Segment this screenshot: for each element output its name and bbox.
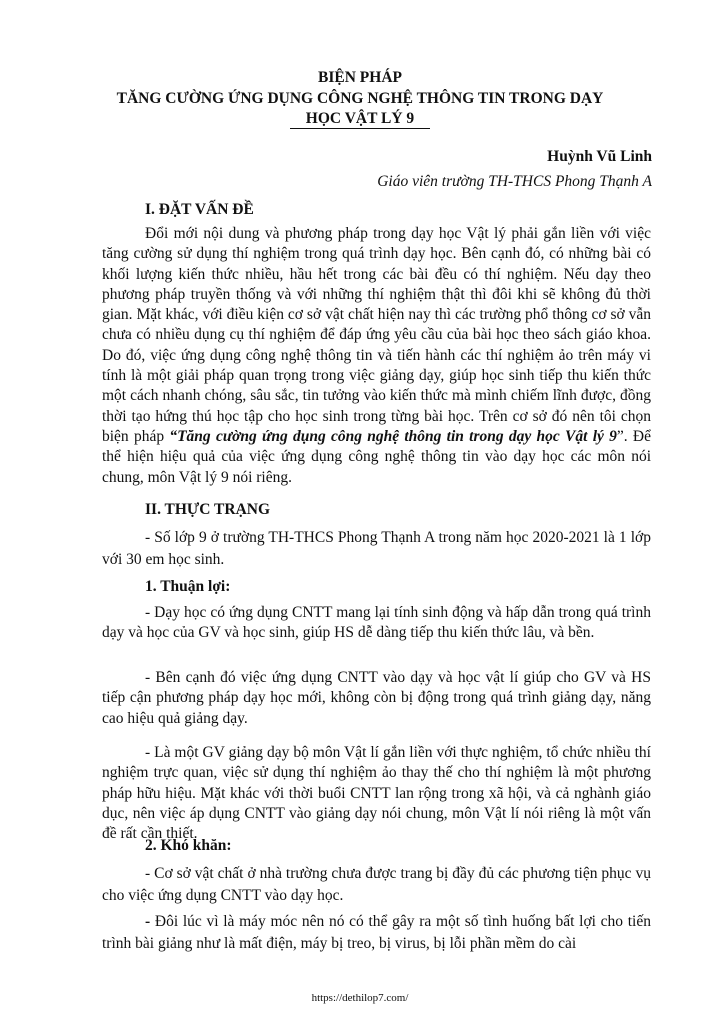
subsection-heading-difficulties: 2. Khó khăn:	[145, 837, 232, 854]
section-heading-1: I. ĐẶT VẤN ĐỀ	[145, 201, 254, 218]
difficulty-item-2	[102, 911, 651, 955]
section-heading-2: II. THỰC TRẠNG	[145, 501, 271, 518]
doc-title-line-2: TĂNG CƯỜNG ỨNG DỤNG CÔNG NGHỆ THÔNG TIN TRONG DẠY	[116, 90, 604, 107]
difficulty-item-1: - Cơ sở vật chất ở nhà trường chưa được trang bị đầy đủ các phương tiện phục vụ cho việc ứng dụng CNTT vào dạy học.	[102, 865, 651, 904]
author-name: Huỳnh Vũ Linh	[547, 148, 652, 165]
doc-title-line-3-text: HỌC VẬT LÝ 9	[290, 110, 430, 129]
doc-title-line-3	[0, 109, 720, 129]
advantage-item-2: - Bên cạnh đó việc ứng dụng CNTT vào dạy và học vật lí giúp cho GV và HS tiếp cận phương pháp dạy học mới, không còn bị động trong quá trình giảng dạy, năng cao hiệu quả giảng dạy.	[102, 669, 651, 727]
difficulty-item-2-text: Đôi lúc vì là máy móc nên nó có thể gây ra một số tình huống bất lợi cho tiến trình bài giảng như là mất điện, máy bị treo, bị virus, bị lỗi phần mềm do cài	[102, 913, 651, 952]
author-role: Giáo viên trường TH-THCS Phong Thạnh A	[377, 173, 652, 190]
section-2-intro: - Số lớp 9 ở trường TH-THCS Phong Thạnh A trong năm học 2020-2021 là 1 lớp với 30 em học sinh.	[102, 529, 651, 568]
section-1-paragraph-text: Đổi mới nội dung và phương pháp trong dạy học Vật lý phải gắn liền với việc tăng cường sử dụng thí nghiệm trong quá trình dạy học. Bên cạnh đó, có những bài có khối lượng kiến thức nhiều, hầu hết trong các bài đều có thí nghiệm. Nếu dạy theo phương pháp truyền thống và với những thí nghiệm thật thì đôi khi sẽ không đủ thời gian. Mặt khác, với điều kiện cơ sở vật chất hiện nay thì các trường phổ thông cơ sở vẫn chưa có nhiều dụng cụ thí nghiệm để đáp ứng yêu cầu của bài học theo sách giáo khoa. Do đó, việc ứng dụng công nghệ thông tin và tiến hành các thí nghiệm ảo trên máy vi tính là một giải pháp quan trọng trong việc giảng dạy, giúp học sinh tiếp thu kiến thức một cách nhanh chóng, sâu sắc, tin tưởng vào kiến thức mà mình chiếm lĩnh được, đồng thời tạo hứng thú học tập cho học sinh trong từng bài học. Trên cơ sở đó nên tôi chọn biện pháp	[102, 225, 651, 445]
footer-url: https://dethilop7.com/	[311, 992, 409, 1004]
section-1-paragraph-tail: ”. Để thể hiện hiệu quả của việc ứng dụng công nghệ thông tin vào dạy học các môn nói chung, môn Vật lý 9 nói riêng.	[102, 427, 651, 486]
section-1-paragraph	[102, 224, 651, 488]
advantage-item-1: - Dạy học có ứng dụng CNTT mang lại tính sinh động và hấp dẫn trong quá trình dạy và học của GV và học sinh, giúp HS dễ dàng tiếp thu kiến thức lâu, và bền.	[102, 604, 651, 642]
section-1-paragraph-emphasis: “Tăng cường ứng dụng công nghệ thông tin trong dạy học Vật lý 9	[169, 427, 617, 445]
subsection-heading-advantages: 1. Thuận lợi:	[145, 578, 231, 595]
advantage-item-3: - Là một GV giảng dạy bộ môn Vật lí gắn liền với thực nghiệm, tổ chức nhiều thí nghiệm trực quan, việc sử dụng thí nghiệm ảo thay thế cho thí nghiệm là một phương pháp hữu hiệu. Mặt khác với thời buổi CNTT lan rộng trong xã hội, và cả nghành giáo dục, nên việc áp dụng CNTT vào giảng dạy nói chung, môn Vật lí nói riêng là một vấn đề rất cần thiết.	[102, 744, 651, 843]
difficulty-item-2-dash: -	[145, 913, 155, 930]
doc-title-line-1: BIỆN PHÁP	[318, 69, 402, 86]
